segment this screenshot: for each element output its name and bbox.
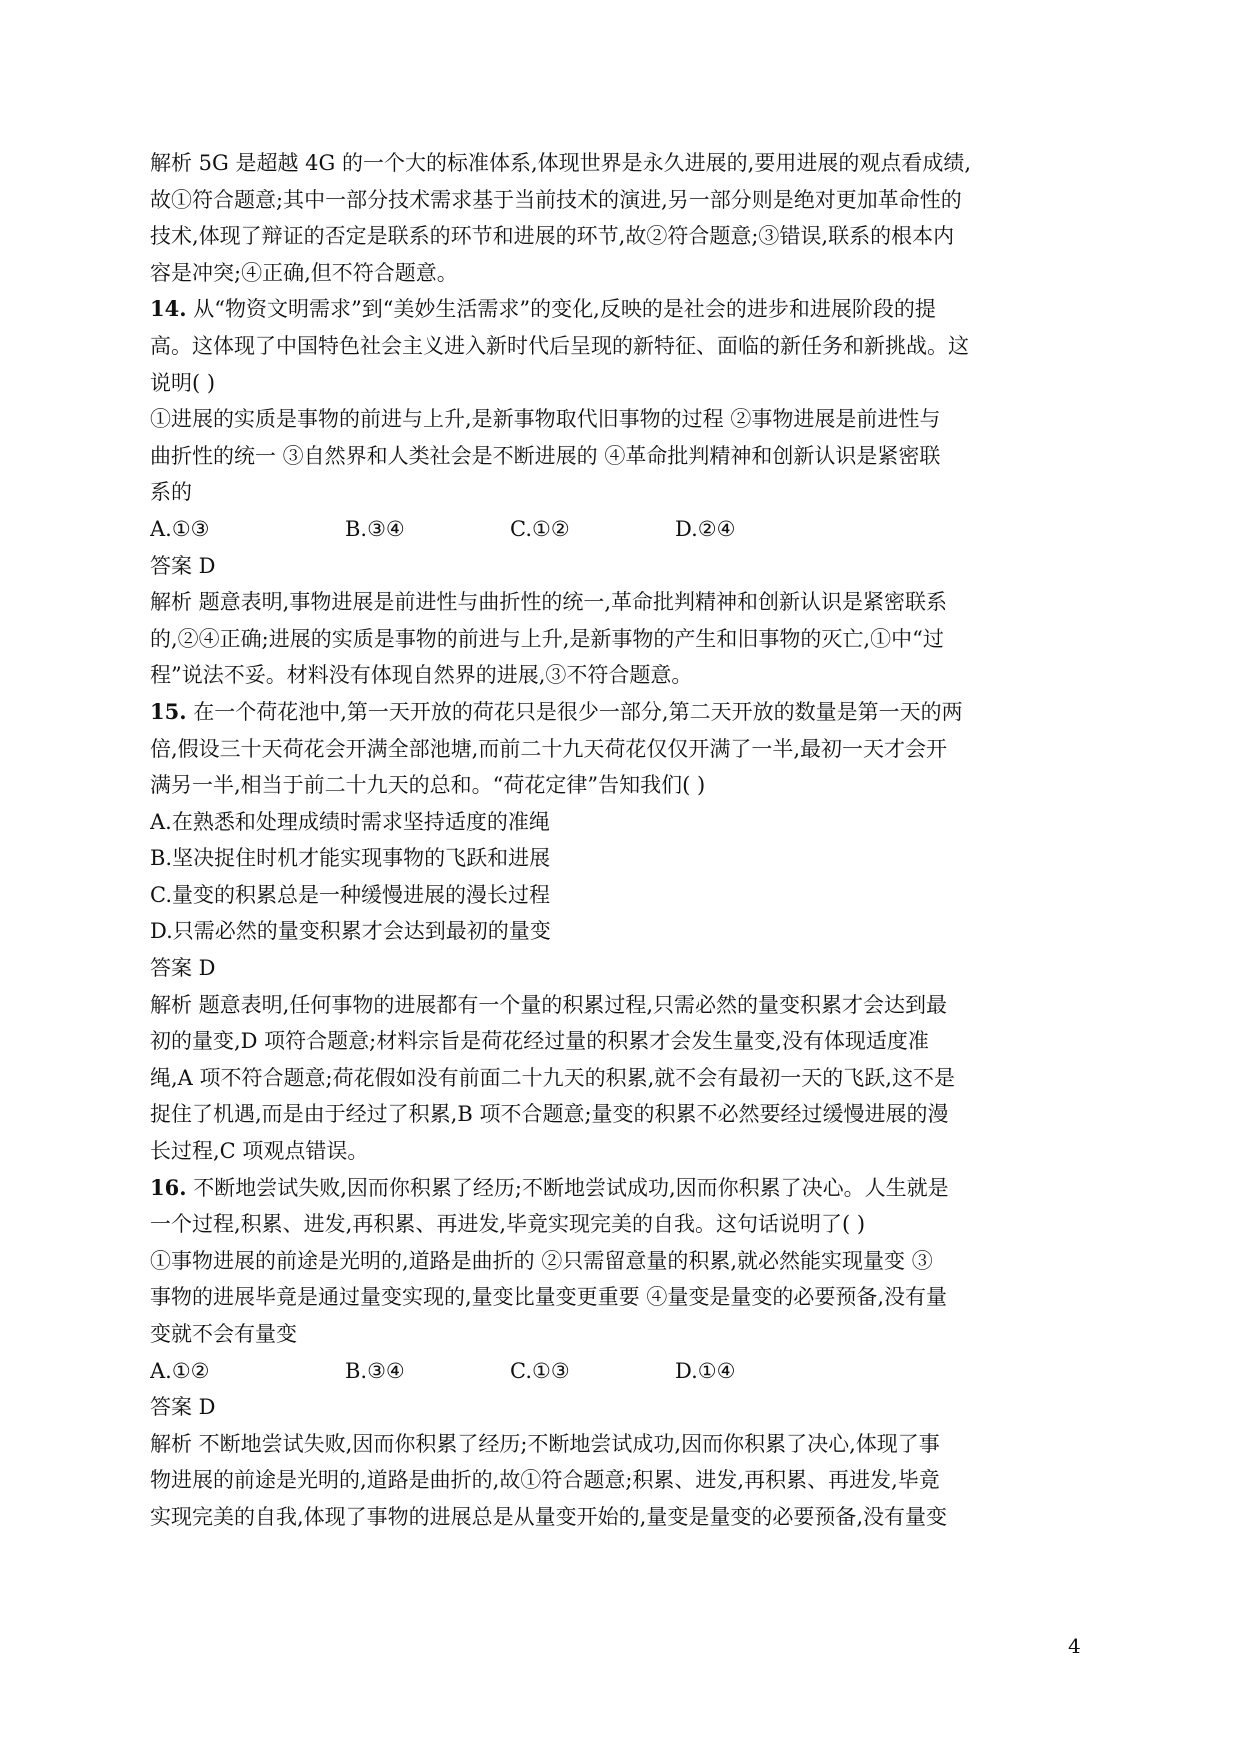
question-number: 16. — [150, 1174, 187, 1200]
answer-line: 答案 D — [150, 553, 216, 578]
question-stem-line: 高。这体现了中国特色社会主义进入新时代后呈现的新特征、面临的新任务和新挑战。这 — [150, 333, 969, 358]
analysis-line: 程”说法不妥。材料没有体现自然界的进展,③不符合题意。 — [150, 663, 693, 688]
question-stem-line: 满另一半,相当于前二十九天的总和。“荷花定律”告知我们( ) — [150, 773, 706, 798]
analysis-line: 实现完美的自我,体现了事物的进展总是从量变开始的,量变是量变的必要预备,没有量变 — [150, 1504, 948, 1529]
page-number: 4 — [1068, 1634, 1081, 1658]
question-15 — [150, 694, 1130, 1170]
question-stem-line: 倍,假设三十天荷花会开满全部池塘,而前二十九天荷花仅仅开满了一半,最初一天才会开 — [150, 736, 948, 761]
option-c: C.量变的积累总是一种缓慢进展的漫长过程 — [150, 882, 550, 907]
answer-line: 答案 D — [150, 956, 216, 981]
option-a: A.在熟悉和处理成绩时需求坚持适度的准绳 — [150, 809, 550, 834]
question-number: 14. — [150, 296, 187, 322]
choice-c: C.①② — [510, 516, 570, 541]
analysis-line: 技术,体现了辩证的否定是联系的环节和进展的环节,故②符合题意;③错误,联系的根本内 — [150, 224, 955, 249]
choice-a: A.①③ — [150, 516, 210, 541]
analysis-line: 故①符合题意;其中一部分技术需求基于当前技术的演进,另一部分则是绝对更加革命性的 — [150, 187, 962, 212]
choice-c: C.①③ — [510, 1358, 570, 1383]
analysis-line: 解析 5G 是超越 4G 的一个大的标准体系,体现世界是永久进展的,要用进展的观点看成绩, — [150, 151, 971, 175]
choice-d: D.②④ — [675, 516, 736, 541]
option-d: D.只需必然的量变积累才会达到最初的量变 — [150, 919, 551, 944]
page-content — [150, 145, 1130, 1536]
analysis-line: 解析 题意表明,事物进展是前进性与曲折性的统一,革命批判精神和创新认识是紧密联系 — [150, 590, 948, 615]
question-14 — [150, 291, 1130, 694]
choice-b: B.③④ — [345, 516, 405, 541]
statement-line: ①事物进展的前途是光明的,道路是曲折的 ②只需留意量的积累,就必然能实现量变 ③ — [150, 1248, 933, 1273]
analysis-line: 解析 题意表明,任何事物的进展都有一个量的积累过程,只需必然的量变积累才会达到最 — [150, 992, 948, 1017]
analysis-line: 容是冲突;④正确,但不符合题意。 — [150, 260, 458, 285]
analysis-line: 捉住了机遇,而是由于经过了积累,B 项不合题意;量变的积累不必然要经过缓慢进展的漫 — [150, 1102, 949, 1127]
choice-d: D.①④ — [675, 1358, 736, 1383]
analysis-line: 物进展的前途是光明的,道路是曲折的,故①符合题意;积累、进发,再积累、再进发,毕竟 — [150, 1468, 940, 1493]
statement-line: 事物的进展毕竟是通过量变实现的,量变比量变更重要 ④量变是量变的必要预备,没有量 — [150, 1285, 948, 1310]
question-stem-line: 一个过程,积累、进发,再积累、再进发,毕竟实现完美的自我。这句话说明了( ) — [150, 1212, 866, 1237]
answer-line: 答案 D — [150, 1395, 216, 1420]
analysis-line: 解析 不断地尝试失败,因而你积累了经历;不断地尝试成功,因而你积累了决心,体现了事 — [150, 1431, 940, 1456]
question-16 — [150, 1170, 1130, 1536]
question-number: 15. — [150, 698, 187, 724]
statement-line: ①进展的实质是事物的前进与上升,是新事物取代旧事物的过程 ②事物进展是前进性与 — [150, 407, 941, 432]
choice-row — [150, 511, 1130, 548]
analysis-line: 的,②④正确;进展的实质是事物的前进与上升,是新事物的产生和旧事物的灭亡,①中“过 — [150, 626, 944, 651]
question-stem-line: 说明( ) — [150, 370, 216, 395]
choice-b: B.③④ — [345, 1358, 405, 1383]
analysis-line: 初的量变,D 项符合题意;材料宗旨是荷花经过量的积累才会发生量变,没有体现适度准 — [150, 1029, 929, 1054]
question-stem-line: 14. 从“物资文明需求”到“美妙生活需求”的变化,反映的是社会的进步和进展阶段的提 — [150, 296, 936, 322]
statement-line: 系的 — [150, 480, 192, 505]
statement-line: 变就不会有量变 — [150, 1322, 297, 1346]
analysis-line: 绳,A 项不符合题意;荷花假如没有前面二十九天的积累,就不会有最初一天的飞跃,这不是 — [150, 1065, 955, 1090]
choice-a: A.①② — [150, 1358, 210, 1383]
question-stem-line: 15. 在一个荷花池中,第一天开放的荷花只是很少一部分,第二天开放的数量是第一天的两 — [150, 698, 963, 724]
option-b: B.坚决捉住时机才能实现事物的飞跃和进展 — [150, 846, 551, 871]
choice-row — [150, 1353, 1130, 1390]
question-stem-line: 16. 不断地尝试失败,因而你积累了经历;不断地尝试成功,因而你积累了决心。人生就是 — [150, 1174, 949, 1200]
q13-analysis — [150, 145, 1130, 291]
statement-line: 曲折性的统一 ③自然界和人类社会是不断进展的 ④革命批判精神和创新认识是紧密联 — [150, 443, 941, 468]
analysis-line: 长过程,C 项观点错误。 — [150, 1139, 369, 1164]
